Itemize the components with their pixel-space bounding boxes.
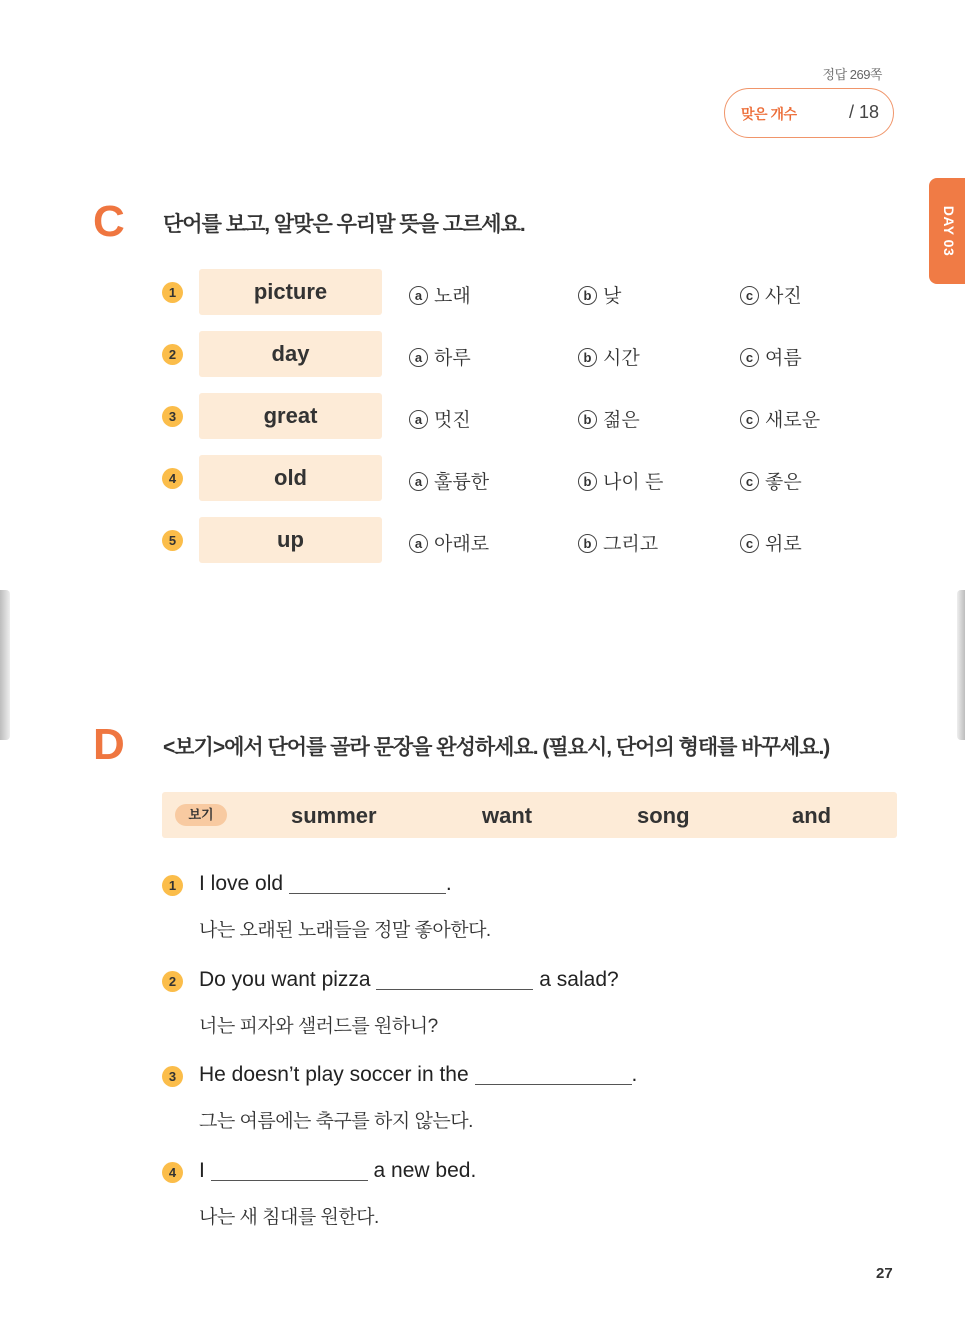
sentence-after: a new bed. <box>373 1159 477 1182</box>
choice-marker-a: a <box>409 348 428 367</box>
answer-blank[interactable] <box>475 1064 632 1085</box>
sentence <box>199 1063 637 1087</box>
choice-marker-b: b <box>578 286 597 305</box>
choice-text: 멋진 <box>434 410 471 431</box>
sentence-before: He doesn’t play soccer in the <box>199 1063 469 1086</box>
section-c-instruction: 단어를 보고, 알맞은 우리말 뜻을 고르세요. <box>163 213 525 236</box>
word-bank-label: 보기 <box>175 804 227 826</box>
score-total: / 18 <box>848 102 879 122</box>
item-number: 3 <box>162 406 183 427</box>
choice-b[interactable] <box>578 467 663 494</box>
choice-b[interactable] <box>578 281 621 308</box>
word-bank <box>162 792 897 838</box>
translation: 나는 새 침대를 원한다. <box>199 1207 379 1228</box>
choice-a[interactable] <box>409 529 489 556</box>
score-box <box>724 88 894 138</box>
answer-blank[interactable] <box>211 1160 368 1181</box>
choice-marker-a: a <box>409 410 428 429</box>
word-bank-word: and <box>792 803 832 828</box>
answer-blank[interactable] <box>376 969 533 990</box>
word-box: up <box>199 517 382 563</box>
word-box: day <box>199 331 382 377</box>
sentence-before: Do you want pizza <box>199 968 371 991</box>
item-number: 4 <box>162 468 183 489</box>
choice-text: 좋은 <box>765 472 802 493</box>
section-d-letter: D <box>93 720 125 769</box>
answer-reference: 정답 269쪽 <box>822 67 882 82</box>
sentence-before: I <box>199 1159 205 1182</box>
choice-a[interactable] <box>409 467 489 494</box>
section-d-instruction: <보기>에서 단어를 골라 문장을 완성하세요. (필요시, 단어의 형태를 바꾸세요.) <box>163 736 830 759</box>
sentence <box>199 968 619 992</box>
choice-marker-c: c <box>740 472 759 491</box>
choice-c[interactable] <box>740 281 802 308</box>
choice-text: 하루 <box>434 348 471 369</box>
choice-b[interactable] <box>578 343 640 370</box>
answer-blank[interactable] <box>289 873 446 894</box>
choice-a[interactable] <box>409 281 471 308</box>
choice-text: 나이 든 <box>603 472 664 493</box>
page-edge-left <box>0 590 10 740</box>
sentence <box>199 872 452 896</box>
choice-text: 젊은 <box>603 410 640 431</box>
word-bank-word: want <box>482 803 533 828</box>
choice-text: 낮 <box>603 286 622 307</box>
sentence-after: . <box>445 872 452 895</box>
choice-text: 사진 <box>765 286 802 307</box>
sentence-after: . <box>631 1063 638 1086</box>
item-number: 5 <box>162 530 183 551</box>
sentence <box>199 1159 476 1183</box>
choice-marker-c: c <box>740 348 759 367</box>
item-number: 1 <box>162 875 183 896</box>
choice-b[interactable] <box>578 405 640 432</box>
choice-a[interactable] <box>409 405 471 432</box>
choice-c[interactable] <box>740 343 802 370</box>
day-tab <box>929 178 965 284</box>
choice-marker-b: b <box>578 348 597 367</box>
choice-text: 그리고 <box>603 534 659 555</box>
word-box: old <box>199 455 382 501</box>
translation: 그는 여름에는 축구를 하지 않는다. <box>199 1111 473 1132</box>
choice-marker-c: c <box>740 534 759 553</box>
sentence-before: I love old <box>199 872 284 895</box>
choice-marker-c: c <box>740 286 759 305</box>
translation: 너는 피자와 샐러드를 원하니? <box>199 1016 438 1037</box>
choice-text: 여름 <box>765 348 802 369</box>
page-edge-right <box>957 590 965 740</box>
item-number: 1 <box>162 282 183 303</box>
choice-text: 새로운 <box>765 410 821 431</box>
item-number: 2 <box>162 344 183 365</box>
page-number: 27 <box>876 1265 893 1282</box>
choice-text: 시간 <box>603 348 640 369</box>
item-number: 2 <box>162 971 183 992</box>
choice-marker-a: a <box>409 534 428 553</box>
choice-marker-b: b <box>578 472 597 491</box>
choice-marker-a: a <box>409 472 428 491</box>
day-tab-label: DAY 03 <box>941 205 957 257</box>
choice-marker-c: c <box>740 410 759 429</box>
choice-text: 훌륭한 <box>434 472 490 493</box>
section-c-letter: C <box>93 197 125 246</box>
word-bank-word: summer <box>291 803 377 828</box>
choice-a[interactable] <box>409 343 471 370</box>
choice-c[interactable] <box>740 467 802 494</box>
choice-text: 아래로 <box>434 534 490 555</box>
sentence-after: a salad? <box>539 968 619 991</box>
choice-text: 노래 <box>434 286 471 307</box>
word-bank-word: song <box>637 803 690 828</box>
choice-c[interactable] <box>740 529 802 556</box>
choice-b[interactable] <box>578 529 658 556</box>
score-label: 맞은 개수 <box>741 106 797 122</box>
item-number: 3 <box>162 1066 183 1087</box>
word-box: picture <box>199 269 382 315</box>
choice-text: 위로 <box>765 534 802 555</box>
word-box: great <box>199 393 382 439</box>
choice-marker-a: a <box>409 286 428 305</box>
translation: 나는 오래된 노래들을 정말 좋아한다. <box>199 920 491 941</box>
item-number: 4 <box>162 1162 183 1183</box>
choice-c[interactable] <box>740 405 820 432</box>
choice-marker-b: b <box>578 534 597 553</box>
choice-marker-b: b <box>578 410 597 429</box>
